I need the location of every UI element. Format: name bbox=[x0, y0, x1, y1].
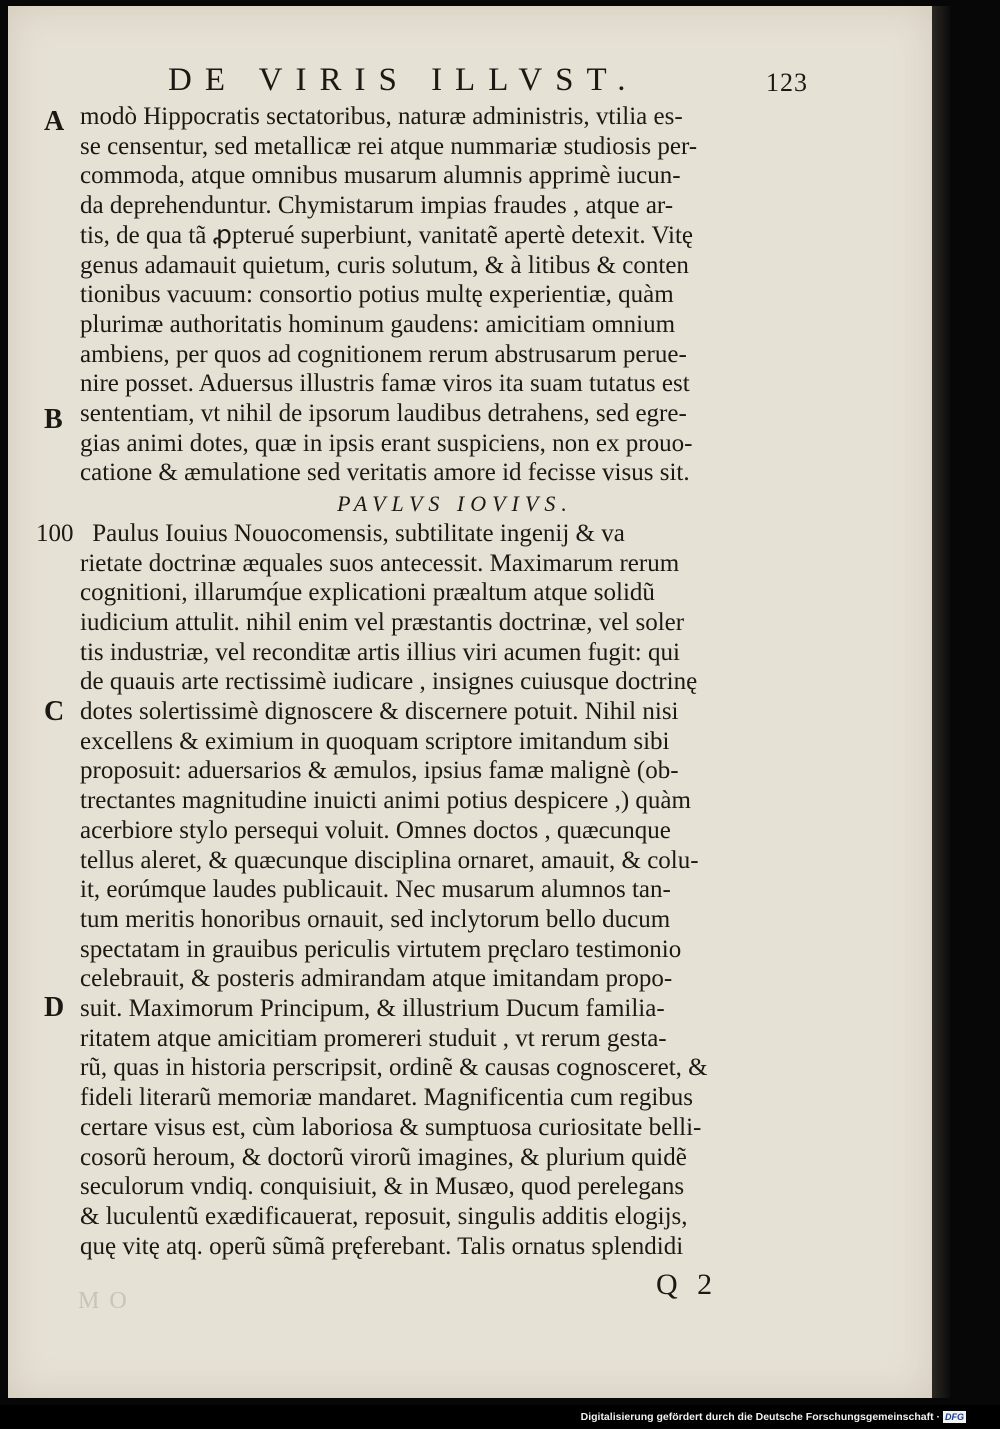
section-heading: PAVLVS IOVIVS. bbox=[337, 491, 573, 517]
text-line: da deprehenduntur. Chymistarum impias fraudes , atque ar- bbox=[80, 192, 674, 220]
text-line: acerbiore stylo persequi voluit. Omnes doctos , quæcunque bbox=[80, 816, 671, 844]
text-line: tis, de qua tã ꝓpterué superbiunt, vanitatẽ apertè detexit. Vitę bbox=[80, 221, 694, 249]
text-line: iudicium attulit. nihil enim vel præstantis doctrinæ, vel soler bbox=[80, 608, 685, 636]
text-line: spectatam in grauibus periculis virtutem pręclaro testimonio bbox=[80, 935, 682, 963]
margin-marker-d: D bbox=[44, 992, 65, 1023]
page-edge-shadow bbox=[932, 6, 950, 1398]
text-line: suit. Maximorum Principum, & illustrium Ducum familia- bbox=[80, 995, 665, 1023]
text-line: tellus aleret, & quæcunque disciplina ornaret, amauit, & colu- bbox=[80, 846, 699, 874]
text-line: & luculentũ exædificauerat, reposuit, singulis additis elogijs, bbox=[80, 1203, 688, 1230]
body-text bbox=[36, 102, 810, 1261]
text-line: seculorum vndiq. conquisiuit, & in Musæo, quod perelegans bbox=[80, 1173, 685, 1201]
margin-marker-a: A bbox=[44, 106, 65, 137]
text-line: sententiam, vt nihil de ipsorum laudibus detrahens, sed egre- bbox=[80, 400, 687, 428]
dfg-logo: DFG bbox=[945, 1412, 964, 1422]
text-line: modò Hippocratis sectatoribus, naturæ administris, vtilia es- bbox=[80, 103, 683, 130]
text-line: tum meritis honoribus ornauit, sed inclytorum bello ducum bbox=[80, 905, 671, 933]
running-head: DE VIRIS ILLVST. bbox=[168, 62, 639, 98]
text-line: ambiens, per quos ad cognitionem rerum abstrusarum perue- bbox=[80, 340, 687, 368]
text-line: certare visus est, cùm laboriosa & sumptuosa curiositate belli- bbox=[80, 1113, 702, 1141]
text-line: catione & æmulatione sed veritatis amore id fecisse visus sit. bbox=[80, 459, 690, 487]
text-line: trectantes magnitudine inuicti animi potius despicere ,) quàm bbox=[80, 787, 691, 815]
text-line: tionibus vacuum: consortio potius multę experientiæ, quàm bbox=[80, 281, 674, 309]
text-line: fideli literarũ memoriæ mandaret. Magnificentia cum regibus bbox=[80, 1084, 693, 1112]
text-line: rietate doctrinæ æquales suos antecessit. Maximarum rerum bbox=[80, 549, 680, 577]
text-line: nire posset. Aduersus illustris famæ viros ita suam tutatus est bbox=[80, 370, 690, 398]
text-line: rũ, quas in historia perscripsit, ordinẽ & causas cognosceret, & bbox=[80, 1054, 708, 1082]
text-line: tis industriæ, vel reconditæ artis illius viri acumen fugit: qui bbox=[80, 638, 680, 666]
text-line: gias animi dotes, quæ in ipsis erant suspiciens, non ex prouo- bbox=[80, 429, 693, 457]
signature-mark: Q 2 bbox=[656, 1268, 719, 1301]
text-line: plurimæ authoritatis hominum gaudens: amicitiam omnium bbox=[80, 310, 676, 338]
text-line: commoda, atque omnibus musarum alumnis apprimè iucun- bbox=[80, 162, 681, 190]
text-line: dotes solertissimè dignoscere & discernere potuit. Nihil nisi bbox=[80, 698, 679, 726]
text-line: it, eorúmque laudes publicauit. Nec musarum alumnos tan- bbox=[80, 876, 671, 904]
credit-text: Digitalisierung gefördert durch die Deutsche Forschungsgemeinschaft · bbox=[580, 1411, 940, 1423]
margin-marker-c: C bbox=[44, 696, 65, 727]
bleed-through-text: M O bbox=[78, 1288, 129, 1314]
text-line: cosorũ heroum, & doctorũ virorũ imagines, & plurium quidẽ bbox=[80, 1143, 687, 1171]
text-line-content: Paulus Iouius Nouocomensis, subtilitate ingenij & va bbox=[92, 519, 625, 547]
text-line: cognitioni, illarumq́ue explicationi præaltum atque solidũ bbox=[80, 579, 655, 607]
margin-marker-b: B bbox=[44, 404, 63, 435]
digitization-credit bbox=[581, 1408, 966, 1426]
text-line: genus adamauit quietum, curis solutum, & à litibus & conten bbox=[80, 251, 689, 279]
book-page bbox=[8, 6, 932, 1398]
text-line: proposuit: aduersarios & æmulos, ipsius famæ malignè (ob- bbox=[80, 757, 679, 785]
page-number: 123 bbox=[766, 68, 808, 97]
text-line: celebrauit, & posteris admirandam atque imitandam propo- bbox=[80, 965, 673, 993]
text-line: ritatem atque amicitiam promereri studuit , vt rerum gesta- bbox=[80, 1024, 667, 1052]
text-line: quę vitę atq. operũ sũmã pręferebant. Talis ornatus splendidi bbox=[80, 1232, 684, 1260]
text-line: excellens & eximium in quoquam scriptore imitandum sibi bbox=[80, 727, 670, 755]
section-number: 100 bbox=[36, 519, 74, 547]
text-line: de quauis arte rectissimè iudicare , insignes cuiusque doctrinę bbox=[80, 668, 698, 696]
text-line: se censentur, sed metallicæ rei atque nummariæ studiosis per- bbox=[80, 132, 698, 160]
text-line bbox=[36, 519, 810, 549]
